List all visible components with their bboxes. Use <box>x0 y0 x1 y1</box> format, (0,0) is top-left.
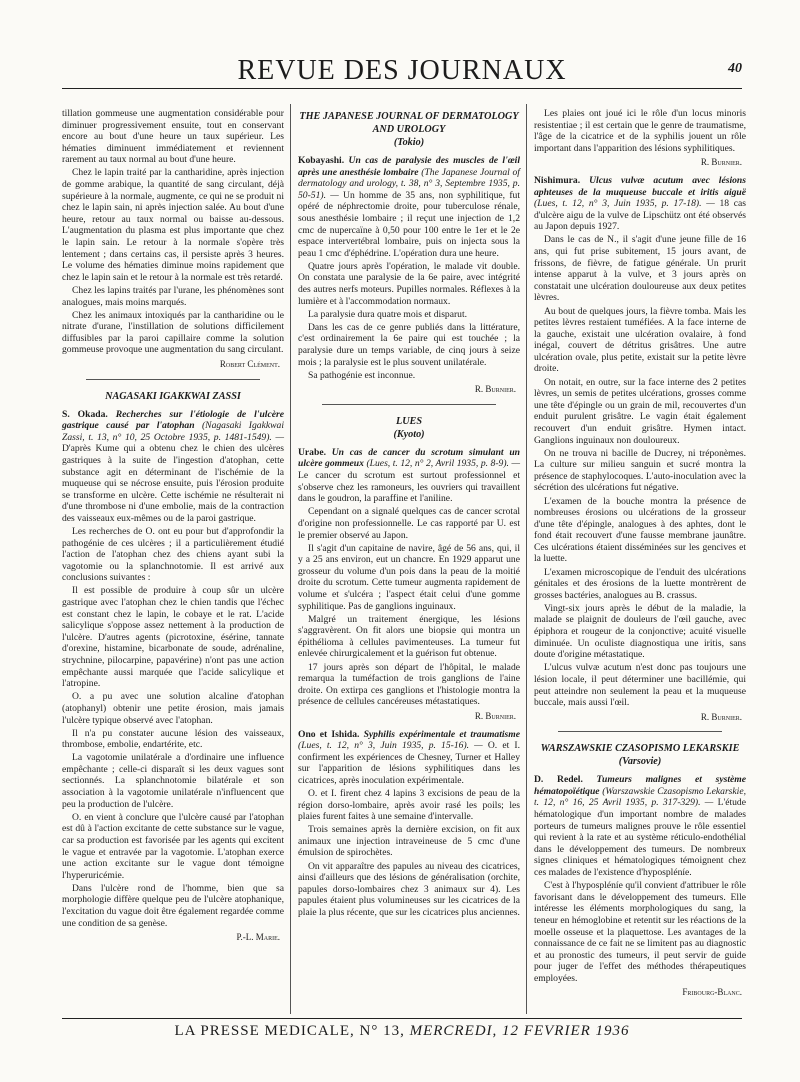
paragraph: Il est possible de produire à coup sûr un ulcère gastrique avec l'atophan chez le chien tandis que l'échec est constant chez le lapin, le cobaye et le rat. L'acide salicylique s'oppose assez nettement à la production de l'ulcère. D'autres agents (picrotoxine, ésérine, tannate d'orexine, histamine, bicarbonate de soude, adrénaline, strychnine, pilocarpine, papavérine) n'ont pas une action empêchante aussi marquée que l'acide salicylique et l'atropine. <box>62 585 284 690</box>
footer-journal: LA PRESSE MEDICALE, N° 13, <box>174 1023 405 1039</box>
paragraph: L'étude hématologique d'un important nombre de malades porteurs de tumeurs malignes prouve le rôle essentiel qui revient à la rate et au système réticulo-endothélial dans le développement des tumeurs. De nombreux signes cliniques et hématologiques témoignent chez ces malades de l'existence d'hypospléníe. <box>534 797 746 879</box>
article-title: Ulcus vulvæ acutum avec lésions aphteuses de la muqueuse buccale et iritis aiguë <box>534 174 746 198</box>
article-author: D. Redel. <box>534 774 583 786</box>
paragraph: L'examen de la bouche montra la présence de nombreuses érosions ou ulcérations de la grosseur d'une tête d'épingle, analogues à des aphtes, dont le fond était recouvert d'une fausse membrane jaunâtre. Ces ulcérations étaient disséminées sur les gencives et la luette. <box>534 495 746 565</box>
article-author: Ono et Ishida. <box>298 728 360 740</box>
article-author: Urabe. <box>298 446 326 458</box>
paragraph: Chez le lapin traité par la cantharidine, après injection de gomme arabique, la quantité de sang circulant, déjà supérieure à la normale, augmente, ce qui ne se produit ni chez le lapin sain, ni après injection salée. Au bout d'une heure, retour au taux normal ou baisse au-dessous. L'augmentation du plasma est plus importante que chez le lapin sain. Le retour à la normale s'opère très lentement ; dans certains cas, il persiste après 3 heures. Le volume des hématies diminue moins rapidement que chez le lapin sain et le retour à la normale est très retardé. <box>62 167 284 283</box>
article-author: Nishimura. <box>534 174 581 186</box>
paragraph: Dans le cas de N., il s'agit d'une jeune fille de 16 ans, qui fut prise subitement, 15 jours avant, de frissons, de fièvre, de fatigue générale. Un prurit intense apparut à la vulve, et 3 jours après on constatait une ulcération douloureuse aux deux petites lèvres. <box>534 234 746 304</box>
paragraph: Vingt-six jours après le début de la maladie, la malade se plaignit de douleurs de l'œil gauche, avec épiphora et rougeur de la conjonctive; acuité visuelle diminuée. Un oculiste diagnostiqua une iritis, sans doute d'origine métastatique. <box>534 602 746 661</box>
paragraph: Le cancer du scrotum est surtout professionnel et s'observe chez les ramoneurs, les ouvriers qui travaillent dans le goudron, la paraffine et l'aniline. <box>298 470 520 505</box>
article-intro <box>534 774 746 878</box>
article-title: Syphilis expérimentale et traumatisme <box>363 728 520 740</box>
signature: R. Burnier. <box>700 157 742 168</box>
paragraph: La vagotomie unilatérale a d'ordinaire une influence empêchante ; celle-ci disparaît si les deux vagues sont sectionnés. La splanchnotomie bilatérale et son association à la vagotomie unilatérale n'influencent que peu la production de l'ulcère. <box>62 752 284 810</box>
paragraph: Cependant on a signalé quelques cas de cancer scrotal d'origine non professionnelle. Le cas rapporté par U. est le premier observé au Japon. <box>298 506 520 541</box>
paragraph: Les recherches de O. ont eu pour but d'approfondir la pathogénie de ces ulcères ; il a particulièrement étudié l'action de l'atophan chez des chiens ayant subi la vagotomie ou la splanchnotomie. Il est arrivé aux conclusions suivantes : <box>62 526 284 584</box>
article-intro <box>298 729 520 787</box>
page-footer <box>62 1018 742 1040</box>
article-title: Un cas de cancer du scrotum simulant un ulcère gommeux <box>298 446 520 470</box>
paragraph: Dans l'ulcère rond de l'homme, bien que sa morphologie diffère quelque peu de l'ulcère atophanique, l'excitation du vague doit être également regardée comme une condition de sa genèse. <box>62 882 284 929</box>
journal-city: (Tokio) <box>393 137 425 148</box>
signature: R. Burnier. <box>474 384 516 395</box>
separator <box>558 731 722 732</box>
paragraph: D'après Kume qui a obtenu chez le chien des ulcères gastriques à la suite de l'ingestion d'atophan, cette substance agit en déterminant de l'ischémie de la muqueuse qui se nécrose ensuite, puis l'érosion produite se transforme en ulcère. Cette ischémie ne résulterait ni d'une thrombose ni d'une embolie, mais de la contraction des vaisseaux eux-mêmes ou de la paroi gastrique. <box>62 443 284 524</box>
paragraph: Au bout de quelques jours, la fièvre tomba. Mais les petites lèvres restaient tuméfiées. A la face interne de la gauche, existait une ulcération ovalaire, à fond inégal, couvert de détritus grisâtres. Une autre ulcération ovale, plus petite, existait sur la petite lèvre droite. <box>534 305 746 375</box>
paragraph: O. a pu avec une solution alcaline d'atophan (atophanyl) obtenir une petite érosion, mais jamais l'ulcère typique observé avec l'atophan. <box>62 691 284 726</box>
journal-heading: NAGASAKI IGAKKWAI ZASSI <box>105 390 241 402</box>
article-reference: (Lues, t. 12, n° 3, Juin 1935, p. 15-16). — <box>298 740 488 752</box>
article-intro <box>62 409 284 525</box>
paragraph: O. en vient à conclure que l'ulcère causé par l'atophan est dû à l'action excitante de cette substance sur le vague, car sa production est favorisée par les agents qui excitent le vague et entravée par la vagotomie. L'atophan exerce une action excitante sur le vague dont témoigne l'hyperuricémie. <box>62 811 284 881</box>
masthead <box>62 52 742 89</box>
paragraph: Chez les animaux intoxiqués par la cantharidine ou le nitrate d'urane, l'instillation de solutions difficilement diffusibles par la paroi capillaire comme la solution gommeuse provoque une augmentation du sang circulant. <box>62 309 284 356</box>
journal-heading <box>298 415 520 441</box>
paragraph: 18 cas d'ulcère aigu de la vulve de Lipschütz ont été observés au Japon depuis 1927. <box>534 198 746 233</box>
separator <box>322 404 496 405</box>
article-reference: (The Japanese Journal of dermatology and urology, t. 38, n° 3, Septembre 1935, p. 50-51). — <box>298 166 520 201</box>
paragraph: On notait, en outre, sur la face interne des 2 petites lèvres, un semis de petites ulcérations, grosses comme une tête d'épingle ou un grain de mil, recouvertes d'un enduit purulent grisâtre. Le vagin était également recouvert d'un enduit grisâtre. Hymen intact. Ganglions inguinaux non douloureux. <box>534 376 746 446</box>
paragraph: On ne trouva ni bacille de Ducrey, ni tréponèmes. La culture sur milieu sanguin et sucré montra la présence de staphylocoques. L'auto-inoculation avec la sécrétion des ulcérations fut négative. <box>534 447 746 494</box>
article-title: Un cas de paralysie des muscles de l'œil après une anesthésie lombaire <box>298 155 520 178</box>
paragraph: Quatre jours après l'opération, le malade vit double. On constata une paralysie de la 6e paire, avec intégrité des autres nerfs moteurs. Pupilles normales. Réflexes à la lumière et à l'accommodation normaux. <box>298 260 520 307</box>
separator <box>86 379 260 380</box>
paragraph: On vit apparaître des papules au niveau des cicatrices, ainsi d'ailleurs que des lésions de généralisation (orchite, papules dorso-lombaires chez 3 animaux sur 4). Les papules étaient plus volumineuses sur les cicatrices de la plaie la plus récente, que sur les cicatrices plus anciennes. <box>298 860 520 918</box>
article-reference: (Warszawskie Czasopismo Lekarskie, t. 12, n° 16, 25 Avril 1935, p. 317-329). — <box>534 785 746 809</box>
paragraph: O. et I. confirment les expériences de Chesney, Turner et Halley sur l'apparition de lésions syphilitiques dans les cicatrices, après inoculation expérimentale. <box>298 740 520 786</box>
paragraph: Il s'agit d'un capitaine de navire, âgé de 56 ans, qui, il y a 25 ans environ, eut un chancre. En 1929 apparut une grosseur du volume d'un pois dans la peau de la moitié droite du scrotum. Cette tumeur augmenta rapidement de volume et s'ulcéra ; l'aspect était celui d'une gomme syphilitique. Pas de ganglions inguinaux. <box>298 542 520 612</box>
paragraph: Dans les cas de ce genre publiés dans la littérature, c'est ordinairement la 6e paire qui est touchée ; la paralysie dure un temps variable, de cinq jours à seize mois ; la paralysie est le plus souvent unilatérale. <box>298 321 520 368</box>
article-intro <box>298 155 520 259</box>
paragraph: L'examen microscopique de l'enduit des ulcérations génitales et des érosions de la luette montrèrent de grosses bactéries, analogues au B. crassus. <box>534 566 746 601</box>
footer-date: MERCREDI, 12 FEVRIER 1936 <box>409 1023 630 1039</box>
column-3 <box>534 108 746 1005</box>
page-title: REVUE DES JOURNAUX <box>237 55 567 86</box>
signature: R. Burnier. <box>700 711 742 722</box>
journal-heading <box>534 742 746 768</box>
signature: P.-L. Marie. <box>236 932 280 943</box>
paragraph: Sa pathogénie est inconnue. <box>308 369 416 381</box>
article-title: Tumeurs malignes et système hématopoïétique <box>534 774 746 797</box>
paragraph: Trois semaines après la dernière excision, on fit aux animaux une injection intraveineuse de 5 cmc d'une émulsion de spirochètes. <box>298 824 520 859</box>
journal-name: THE JAPANESE JOURNAL OF DERMATOLOGY AND UROLOGY <box>299 111 519 135</box>
journal-name: LUES <box>395 415 423 427</box>
paragraph: Malgré un traitement énergique, les lésions s'aggravèrent. On fit alors une biopsie qui montra un épithélioma à cellules pavimenteuses. La tumeur fut enlevée chirurgicalement et la guérison fut obtenue. <box>298 613 520 660</box>
paragraph: Un homme de 35 ans, non syphilitique, fut opéré de néphrectomie droite, pour tuberculose rénale, sous anesthésie lombaire ; il reçut une injection de 1,2 cmc de nupercaïne à 0,50 pour 100 entre le 1er et le 2e espace intervertébral lombaire, puis on injecta sous la peau 1 cmc d'éphédrine. L'opération dura une heure. <box>298 189 520 259</box>
article-intro <box>534 175 746 233</box>
column-divider <box>526 104 527 1014</box>
signature: R. Burnier. <box>474 710 516 721</box>
paragraph: La paralysie dura quatre mois et disparut. <box>308 308 468 320</box>
article-reference: (Nagasaki Igakkwai Zassi, t. 13, n° 10, 25 Octobre 1935, p. 1481-1549). — <box>62 420 284 443</box>
article-author: S. Okada. <box>62 408 108 420</box>
paragraph: 17 jours après son départ de l'hôpital, le malade remarqua la tuméfaction de trois ganglions de l'aine droite. On extirpa ces ganglions et l'histologie montra la présence de cellules cancéreuses métastatiques. <box>298 661 520 708</box>
paragraph: Il n'a pu constater aucune lésion des vaisseaux, thrombose, embolie, endartérite, etc. <box>62 727 284 751</box>
paragraph: C'est à l'hypospléníe qu'il convient d'attribuer le rôle favorisant dans le développement des tumeurs. Elle intéresse les éléments morphologiques du sang, la teneur en hémoglobine et retentit sur les réactions de la moelle osseuse et la plaquettose. Les avantages de la connaissance de ce fait ne se limitent pas au diagnostic et au pronostic des tumeurs, il peut servir de guide pour juger de l'effet des méthodes thérapeutiques employées. <box>534 880 746 984</box>
article-reference: (Lues, t. 12, n° 2, Avril 1935, p. 8-9). — <box>366 458 520 470</box>
column-2 <box>298 108 520 920</box>
column-divider <box>290 104 291 1014</box>
journal-heading <box>298 110 520 149</box>
paragraph: Chez les lapins traités par l'urane, les phénomènes sont analogues, mais moins marqués. <box>62 284 284 308</box>
article-reference: (Lues, t. 12, n° 3, Juin 1935, p. 17-18). — <box>534 198 720 210</box>
signature: Robert Clément. <box>219 358 280 369</box>
article-title: Recherches sur l'étiologie de l'ulcère gastrique causé par l'atophan <box>62 408 284 432</box>
paragraph: tillation gommeuse une augmentation considérable pour diminuer progressivement ensuite, tout en conservant encore au bout d'une heure un taux supérieur. Les hématies diminuent immédiatement et reviennent rarement au taux normal au bout d'une heure. <box>62 108 284 166</box>
journal-city: (Kyoto) <box>393 428 425 440</box>
signature: Fribourg-Blanc. <box>682 987 742 998</box>
paragraph: L'ulcus vulvæ acutum n'est donc pas toujours une lésion locale, il peut déterminer une bacillémie, qui peut atteindre non seulement la peau et la muqueuse buccale, mais aussi l'œil. <box>534 662 746 709</box>
journal-name: WARSZAWSKIE CZASOPISMO LEKARSKIE <box>540 743 740 755</box>
journal-city: (Varsovie) <box>618 756 662 768</box>
paragraph: O. et I. firent chez 4 lapins 3 excisions de peau de la région dorso-lombaire, après avoir rasé les poils; les plaies furent faites à une semaine d'intervalle. <box>298 788 520 823</box>
article-author: Kobayashi. <box>298 155 345 166</box>
page-number: 40 <box>728 61 742 76</box>
article-intro <box>298 447 520 505</box>
paragraph: Les plaies ont joué ici le rôle d'un locus minoris resistentiae ; il est certain que le genre de traumatisme, l'âge de la cicatrice et de la syphilis jouent un rôle important dans l'apparition des lésions syphilitiques. <box>534 108 746 154</box>
column-1 <box>62 108 284 950</box>
